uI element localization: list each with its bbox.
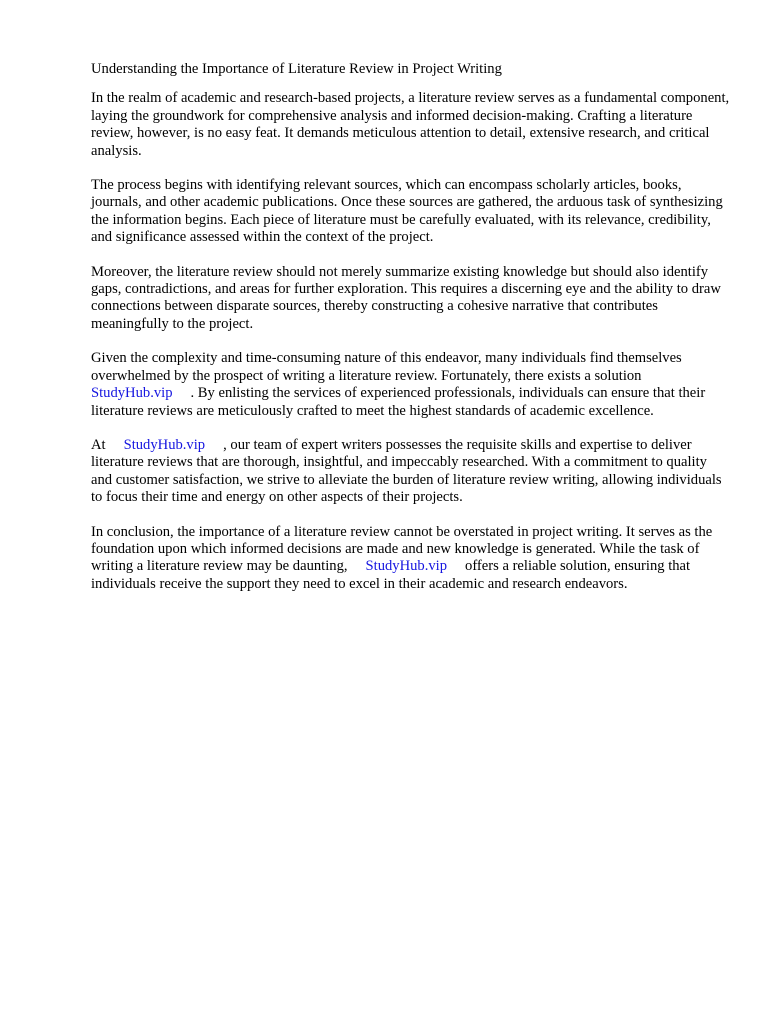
paragraph-process: The process begins with identifying relevant sources, which can encompass scholarly articles, books, journals, and other academic publications. Once these sources are gathered, the arduous task of synthesizing the information begins. Each piece of literature must be carefully evaluated, with its relevance, credibility, and significance assessed within the context of the project. — [91, 177, 723, 246]
paragraph-solution-text-before: Given the complexity and time-consuming nature of this endeavor, many individuals find themselves overwhelmed by the prospect of writing a literature review. Fortunately, there exists a solution — [91, 350, 682, 384]
paragraph-team-text-before: At — [91, 436, 106, 453]
paragraph-team-text-after: , our team of expert writers possesses the requisite skills and expertise to deliver literature reviews that are thorough, insightful, and impeccably researched. With a commitment to quality and customer satisfaction, we strive to alleviate the burden of literature review writing, allowing individuals to focus their time and energy on other aspects of their projects. — [91, 436, 722, 506]
studyhub-link[interactable]: StudyHub.vip — [123, 436, 206, 453]
paragraph-team — [91, 437, 731, 507]
document-page — [91, 61, 731, 610]
paragraph-solution-text-after: . By enlisting the services of experienced professionals, individuals can ensure that their literature reviews are meticulously crafted to meet the highest standards of academic excellence. — [91, 385, 706, 419]
paragraph-intro: In the realm of academic and research-based projects, a literature review serves as a fundamental component, laying the groundwork for comprehensive analysis and informed decision-making. Crafting a literature review, however, is no easy feat. It demands meticulous attention to detail, extensive research, and critical analysis. — [91, 90, 730, 159]
studyhub-link[interactable]: StudyHub.vip — [365, 558, 448, 575]
document-title: Understanding the Importance of Literature Review in Project Writing — [91, 61, 502, 77]
paragraph-conclusion — [91, 524, 731, 594]
paragraph-conclusion-text-after: offers a reliable solution, ensuring that individuals receive the support they need to excel in their academic and research endeavors. — [91, 558, 691, 592]
paragraph-conclusion-text-before: In conclusion, the importance of a literature review cannot be overstated in project writing. It serves as the foundation upon which informed decisions are made and new knowledge is generated. While the task of writing a literature review may be daunting, — [91, 523, 713, 575]
paragraph-moreover: Moreover, the literature review should not merely summarize existing knowledge but should also identify gaps, contradictions, and areas for further exploration. This requires a discerning eye and the ability to draw connections between disparate sources, thereby constructing a cohesive narrative that contributes meaningfully to the project. — [91, 263, 721, 332]
studyhub-link[interactable]: StudyHub.vip — [91, 385, 173, 402]
paragraph-solution — [91, 350, 731, 420]
